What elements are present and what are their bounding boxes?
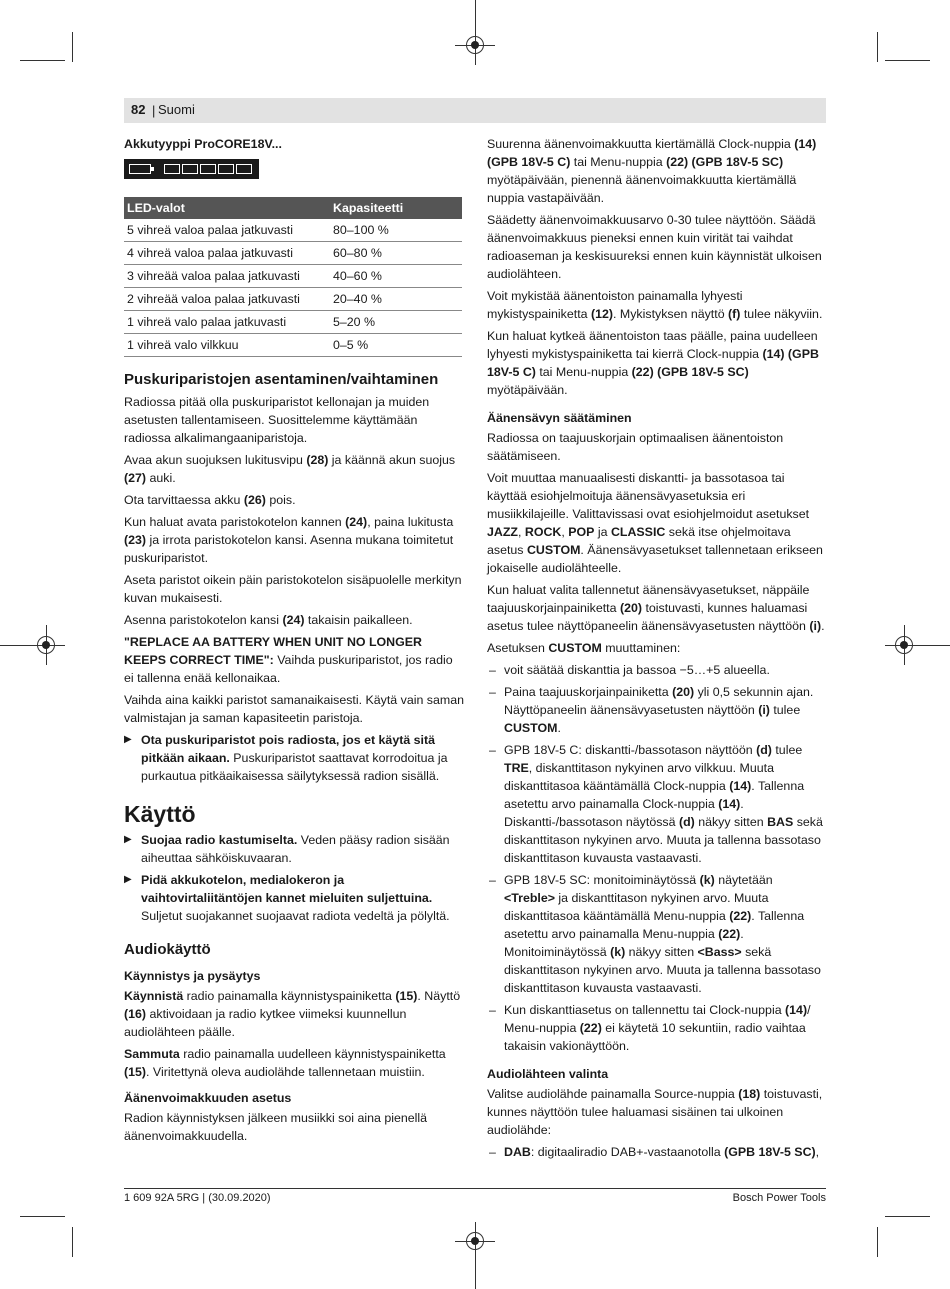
crop-mark bbox=[877, 1227, 878, 1257]
table-header-cell: LED-valot bbox=[124, 197, 330, 219]
table-cell: 5–20 % bbox=[330, 311, 462, 334]
page-language: Suomi bbox=[158, 102, 195, 117]
subsection-heading: Äänenvoimakkuuden asetus bbox=[124, 1091, 292, 1105]
paragraph: Avaa akun suojuksen lukitusvipu (28) ja käännä akun suojus (27) auki. bbox=[124, 453, 456, 485]
paragraph: Voit muuttaa manuaalisesti diskantti- ja bassotasoa tai käyttää esiohjelmoituja äänensävyasetuksia eri musiikkilajeille. Valittavissasi ovat esiohjelmoidut asetukset JAZZ, ROCK, POP ja CLASSIC sekä itse ohjelmoitava asetus CUSTOM. Äänensävyasetukset tallennetaan erikseen jokaiselle audiolähteelle. bbox=[487, 471, 823, 575]
crop-mark bbox=[72, 1227, 73, 1257]
table-row bbox=[124, 334, 462, 357]
paragraph: Aseta paristot oikein päin paristokotelon sisäpuolelle merkityn kuvan mukaisesti. bbox=[124, 573, 462, 605]
table-header-cell: Kapasiteetti bbox=[330, 197, 462, 219]
battery-segment bbox=[182, 164, 198, 174]
paragraph: Radiossa pitää olla puskuriparistot kellonajan ja muiden asetusten tallentamiseen. Suosittelemme käyttämään radiossa alkalimangaaniparistoja. bbox=[124, 395, 430, 445]
list-item: – voit säätää diskanttia ja bassoa −5…+5 alueella. bbox=[487, 661, 825, 679]
list-item: – DAB: digitaaliradio DAB+-vastaanotolla (GPB 18V-5 SC), bbox=[487, 1143, 825, 1161]
registration-line bbox=[475, 0, 476, 65]
paragraph: Kun haluat valita tallennetut äänensävyasetukset, näppäile taajuuskorjainpainiketta (20) toistuvasti, kunnes haluamasi asetus tulee näyttöpaneelin äänensävyasetusten näyttöön (i). bbox=[487, 583, 825, 633]
crop-mark bbox=[877, 32, 878, 62]
table-cell: 40–60 % bbox=[330, 265, 462, 288]
table-cell: 20–40 % bbox=[330, 288, 462, 311]
battery-segment bbox=[236, 164, 252, 174]
table-header-row bbox=[124, 197, 462, 219]
battery-indicator-icon bbox=[124, 159, 259, 179]
right-column bbox=[487, 135, 825, 1165]
led-capacity-table bbox=[124, 197, 462, 357]
paragraph: Sammuta radio painamalla uudelleen käynnistyspainiketta (15). Viritettynä oleva audiolähde tallennetaan muistiin. bbox=[124, 1047, 446, 1079]
paragraph: Radiossa on taajuuskorjain optimaalisen äänentoiston säätämiseen. bbox=[487, 431, 784, 463]
table-cell: 1 vihreä valo vilkkuu bbox=[124, 334, 330, 357]
footer-document-id: 1 609 92A 5RG | (30.09.2020) bbox=[124, 1192, 271, 1204]
left-column bbox=[124, 135, 464, 1149]
battery-segment bbox=[200, 164, 216, 174]
paragraph: Ota tarvittaessa akku (26) pois. bbox=[124, 493, 296, 507]
paragraph: Voit mykistää äänentoiston painamalla lyhyesti mykistyspainiketta (12). Mykistyksen näyttö (f) tulee näkyviin. bbox=[487, 289, 823, 321]
paragraph: Käynnistä radio painamalla käynnistyspainiketta (15). Näyttö (16) aktivoidaan ja radio kytkee viimeksi kuunnellun audiolähteen päälle. bbox=[124, 989, 461, 1039]
paragraph: Kun haluat avata paristokotelon kannen (24), paina lukitusta (23) ja irrota paristokotelon kansi. Asenna mukana toimitetut puskuriparistot. bbox=[124, 515, 454, 565]
list-item: – Kun diskanttiasetus on tallennettu tai Clock-nuppia (14)/ Menu-nuppia (22) ei käytetä 10 sekuntiin, radio vaihtaa takaisin vakionäyttöön. bbox=[487, 1001, 825, 1055]
table-row bbox=[124, 288, 462, 311]
table-cell: 60–80 % bbox=[330, 242, 462, 265]
paragraph: Valitse audiolähde painamalla Source-nuppia (18) toistuvasti, kunnes näyttöön tulee haluamasi sisäinen tai ulkoinen audiolähde: bbox=[487, 1087, 823, 1137]
table-cell: 0–5 % bbox=[330, 334, 462, 357]
paragraph: Kun haluat kytkeä äänentoiston taas päälle, paina uudelleen lyhyesti mykistyspainiketta tai kierrä Clock-nuppia (14) (GPB 18V-5 C) tai Menu-nuppia (22) (GPB 18V-5 SC) myötäpäivään. bbox=[487, 329, 819, 397]
footer-rule bbox=[124, 1188, 826, 1189]
warning-bullet: ▶ Pidä akkukotelon, medialokeron ja vaihtovirtaliitäntöjen kannet mieluiten suljettuina. Suljetut suojakannet suojaavat radiota vedeltä ja pölyltä. bbox=[124, 871, 464, 925]
crop-mark bbox=[885, 60, 930, 61]
page-number: 82 bbox=[131, 102, 146, 117]
table-row bbox=[124, 242, 462, 265]
crop-mark bbox=[72, 32, 73, 62]
paragraph: "REPLACE AA BATTERY WHEN UNIT NO LONGER KEEPS CORRECT TIME": Vaihda puskuriparistot, jos radio ei tallenna enää kellonaikaa. bbox=[124, 635, 453, 685]
subsection-heading: Käynnistys ja pysäytys bbox=[124, 969, 261, 983]
battery-type-heading: Akkutyyppi ProCORE18V... bbox=[124, 137, 282, 151]
registration-target-icon bbox=[895, 636, 913, 654]
registration-line bbox=[0, 645, 65, 646]
table-cell: 5 vihreä valoa palaa jatkuvasti bbox=[124, 219, 330, 242]
battery-segment bbox=[218, 164, 234, 174]
header-bar bbox=[124, 98, 826, 123]
crop-mark bbox=[20, 60, 65, 61]
registration-target-icon bbox=[37, 636, 55, 654]
table-row bbox=[124, 219, 462, 242]
table-row bbox=[124, 265, 462, 288]
battery-segment bbox=[164, 164, 180, 174]
paragraph: Suurenna äänenvoimakkuutta kiertämällä Clock-nuppia (14) (GPB 18V-5 C) tai Menu-nuppia (22) (GPB 18V-5 SC) myötäpäivään, pienennä äänenvoimakkuutta kiertämällä nuppia vastapäivään. bbox=[487, 137, 817, 205]
table-cell: 80–100 % bbox=[330, 219, 462, 242]
table-cell: 2 vihreää valoa palaa jatkuvasti bbox=[124, 288, 330, 311]
registration-target-icon bbox=[466, 1232, 484, 1250]
warning-bullet: ▶ Ota puskuriparistot pois radiosta, jos et käytä sitä pitkään aikaan. Puskuriparistot saattavat korrodoitua ja purkautua pitkäaikaisessa säilytyksessä radion sisällä. bbox=[124, 731, 464, 785]
section-heading: Audiokäyttö bbox=[124, 941, 211, 958]
header-separator: | bbox=[152, 103, 156, 118]
warning-bullet: ▶ Suojaa radio kastumiselta. Veden pääsy radion sisään aiheuttaa sähköiskuvaaran. bbox=[124, 831, 464, 867]
table-row bbox=[124, 311, 462, 334]
list-item: – Paina taajuuskorjainpainiketta (20) yli 0,5 sekunnin ajan. Näyttöpaneelin äänensävyasetusten näyttöön (i) tulee CUSTOM. bbox=[487, 683, 825, 737]
table-cell: 1 vihreä valo palaa jatkuvasti bbox=[124, 311, 330, 334]
paragraph: Vaihda aina kaikki paristot samanaikaisesti. Käytä vain saman valmistajan ja saman kapasiteetin paristoja. bbox=[124, 693, 464, 725]
paragraph: Radion käynnistyksen jälkeen musiikki soi aina pienellä äänenvoimakkuudella. bbox=[124, 1111, 428, 1143]
section-title: Käyttö bbox=[124, 801, 196, 827]
list-item: – GPB 18V-5 C: diskantti-/bassotason näyttöön (d) tulee TRE, diskanttitason nykyinen arvo vilkkuu. Muuta diskanttitasoa kääntämällä Clock-nuppia (14). Tallenna asetettu arvo painamalla Clock-nuppia (14). Diskantti-/bassotason näytössä (d) näkyy sitten BAS sekä diskanttitason nykyinen arvo. Muuta ja tallenna bassotaso diskanttitason kuvausta vastaavasti. bbox=[487, 741, 825, 867]
list-item: – GPB 18V-5 SC: monitoiminäytössä (k) näytetään <Treble> ja diskanttitason nykyinen arvo. Muuta diskanttitasoa kääntämällä Menu-nuppia (22). Tallenna asetettu arvo painamalla Menu-nuppia (22). Monitoiminäytössä (k) näkyy sitten <Bass> sekä diskanttitason nykyinen arvo. Muuta ja tallenna bassotaso diskanttitason kuvausta vastaavasti. bbox=[487, 871, 825, 997]
paragraph: Säädetty äänenvoimakkuusarvo 0-30 tulee näyttöön. Säädä äänenvoimakkuus pieneksi ennen kuin virität tai vaihdat radioaseman ja keskisuureksi ennen kuin käynnistät ulkoisen audiolähteen. bbox=[487, 213, 822, 281]
crop-mark bbox=[885, 1216, 930, 1217]
battery-terminal-icon bbox=[129, 164, 151, 174]
paragraph: Asenna paristokotelon kansi (24) takaisin paikalleen. bbox=[124, 613, 413, 627]
paragraph: Asetuksen CUSTOM muuttaminen: bbox=[487, 641, 681, 655]
crop-mark bbox=[20, 1216, 65, 1217]
table-cell: 4 vihreä valoa palaa jatkuvasti bbox=[124, 242, 330, 265]
footer-brand: Bosch Power Tools bbox=[732, 1192, 826, 1204]
subsection-heading: Audiolähteen valinta bbox=[487, 1067, 609, 1081]
table-cell: 3 vihreää valoa palaa jatkuvasti bbox=[124, 265, 330, 288]
subsection-heading: Äänensävyn säätäminen bbox=[487, 411, 632, 425]
section-heading: Puskuriparistojen asentaminen/vaihtaminen bbox=[124, 371, 439, 388]
registration-target-icon bbox=[466, 36, 484, 54]
